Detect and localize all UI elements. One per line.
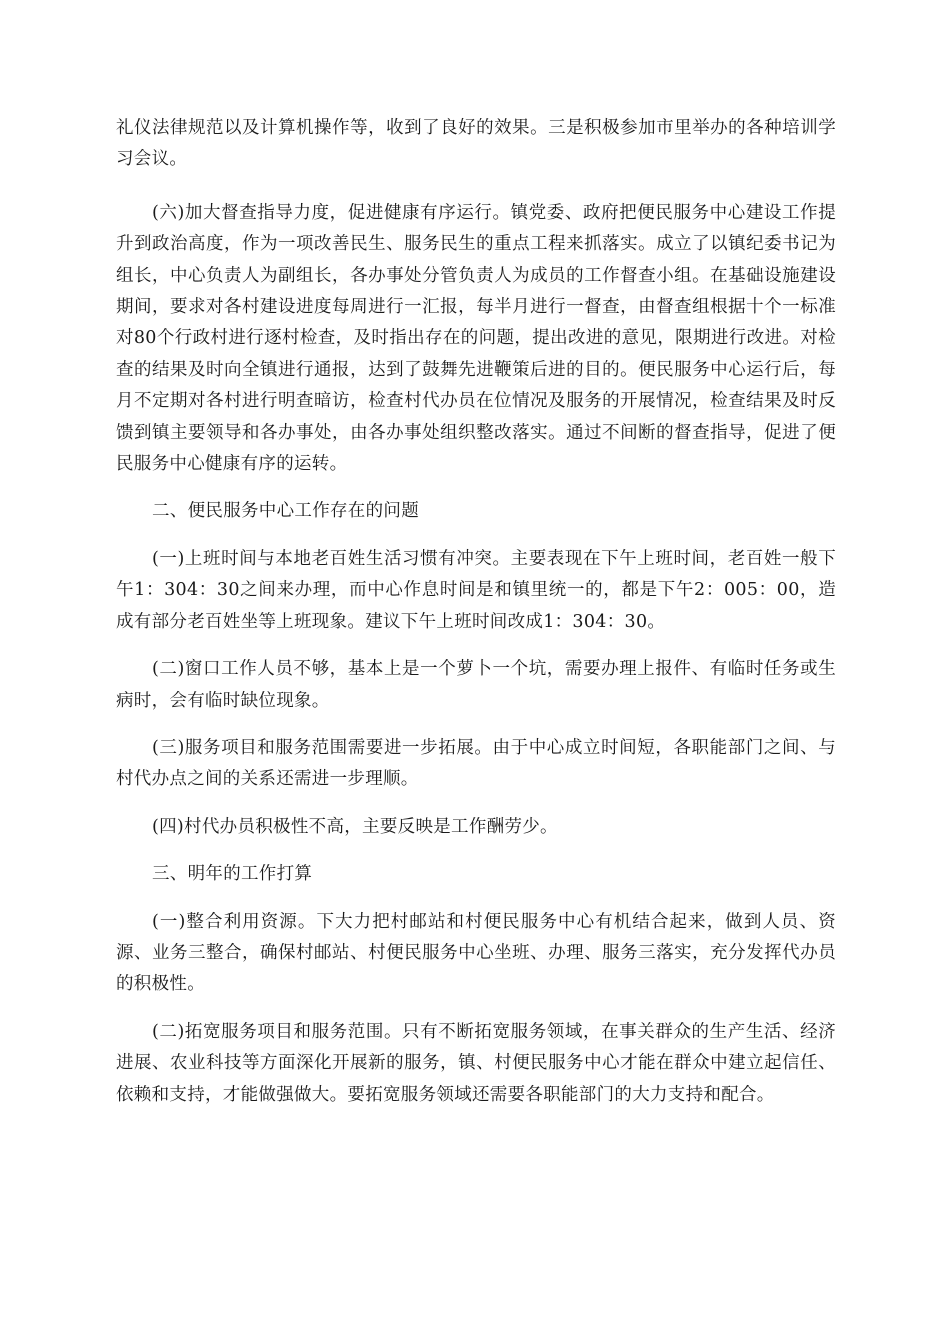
section-heading-problems: 二、便民服务中心工作存在的问题 bbox=[152, 501, 419, 522]
paragraph-continuation: 礼仪法律规范以及计算机操作等，收到了良好的效果。三是积极参加市里举办的各种培训学习会议。 bbox=[116, 118, 836, 170]
paragraph-plan-1: (一)整合利用资源。下大力把村邮站和村便民服务中心有机结合起来，做到人员、资源、业务三整合，确保村邮站、村便民服务中心坐班、办理、服务三落实，充分发挥代办员的积极性。 bbox=[116, 911, 836, 995]
paragraph-problem-3: (三)服务项目和服务范围需要进一步拓展。由于中心成立时间短，各职能部门之间、与村代办点之间的关系还需进一步理顺。 bbox=[116, 737, 836, 790]
paragraph-problem-2: (二)窗口工作人员不够，基本上是一个萝卜一个坑，需要办理上报件、有临时任务或生病时，会有临时缺位现象。 bbox=[116, 659, 836, 711]
section-heading-plans: 三、明年的工作打算 bbox=[152, 864, 313, 885]
paragraph-plan-2: (二)拓宽服务项目和服务范围。只有不断拓宽服务领域，在事关群众的生产生活、经济进展、农业科技等方面深化开展新的服务，镇、村便民服务中心才能在群众中建立起信任、依赖和支持，才能做强做大。要拓宽服务领域还需要各职能部门的大力支持和配合。 bbox=[116, 1021, 836, 1105]
paragraph-section-6: (六)加大督查指导力度，促进健康有序运行。镇党委、政府把便民服务中心建设工作提升到政治高度，作为一项改善民生、服务民生的重点工程来抓落实。成立了以镇纪委书记为组长，中心负责人为副组长，各办事处分管负责人为成员的工作督查小组。在基础设施建设期间，要求对各村建设进度每周进行一汇报，每半月进行一督查，由督查组根据十个一标准对80个行政村进行逐村检查，及时指出存在的问题，提出改进的意见，限期进行改进。对检查的结果及时向全镇进行通报，达到了鼓舞先进鞭策后进的目的。便民服务中心运行后，每月不定期对各村进行明查暗访，检查村代办员在位情况及服务的开展情况，检查结果及时反馈到镇主要领导和各办事处，由各办事处组织整改落实。通过不间断的督查指导，促进了便民服务中心健康有序的运转。 bbox=[116, 202, 836, 475]
document-page bbox=[116, 113, 836, 1127]
paragraph-problem-1: (一)上班时间与本地老百姓生活习惯有冲突。主要表现在下午上班时间，老百姓一般下午1：304：30之间来办理，而中心作息时间是和镇里统一的，都是下午2：005：00，造成有部分老百姓坐等上班现象。建议下午上班时间改成1：304：30。 bbox=[116, 548, 836, 632]
paragraph-problem-4: (四)村代办员积极性不高，主要反映是工作酬劳少。 bbox=[152, 816, 558, 837]
